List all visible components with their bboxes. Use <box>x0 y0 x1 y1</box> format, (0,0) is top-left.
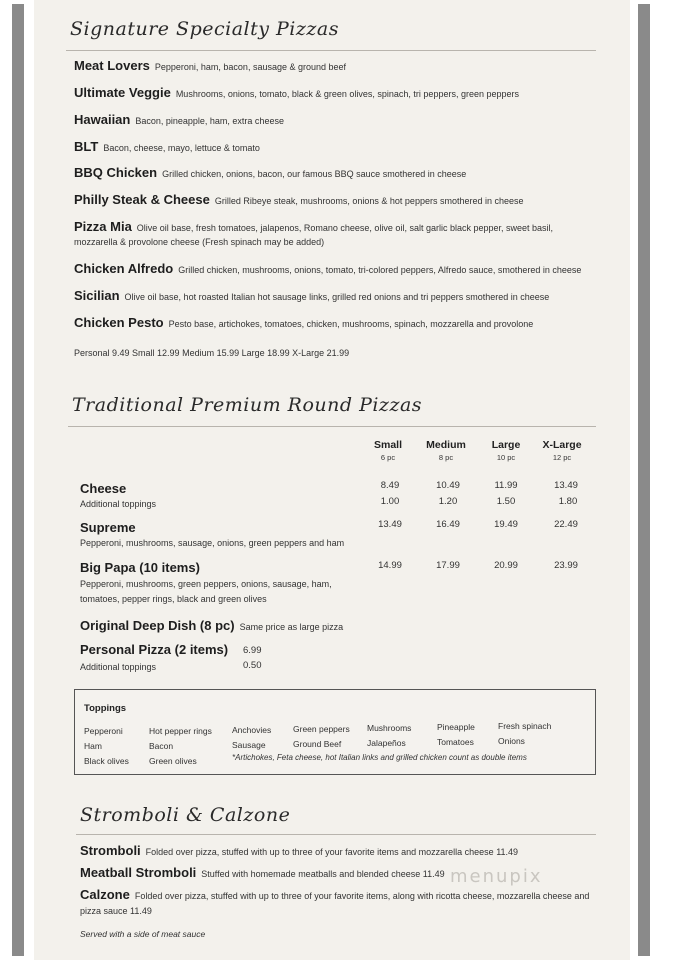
price-cell: 23.99 <box>554 560 578 571</box>
price-cell: 11.99 <box>494 480 518 491</box>
personal-pizza-name: Personal Pizza (2 items) <box>80 642 229 657</box>
item-name: Philly Steak & Cheese <box>74 192 210 207</box>
menu-item <box>74 260 581 278</box>
topping-item: Jalapeños <box>367 738 406 748</box>
item-desc: Folded over pizza, stuffed with up to three of your favorite items and mozzarella cheese 11.49 <box>145 847 519 857</box>
item-desc: Olive oil base, hot roasted Italian hot sausage links, grilled red onions and tri peppers smothered in cheese <box>124 292 550 302</box>
item-desc: Pepperoni, ham, bacon, sausage & ground beef <box>154 62 347 72</box>
menu-item <box>74 287 549 305</box>
price-cell: 16.49 <box>436 519 460 530</box>
menu-item <box>74 314 533 332</box>
price-cell: 1.80 <box>558 496 578 507</box>
item-name: Original Deep Dish (8 pc) <box>80 618 235 633</box>
stromboli-footnote: Served with a side of meat sauce <box>80 929 206 939</box>
item-desc: Stuffed with homemade meatballs and blended cheese 11.49 <box>201 869 445 879</box>
size-column-small <box>360 439 416 462</box>
menu-item <box>74 138 260 156</box>
specialty-section-title: Signature Specialty Pizzas <box>70 18 339 40</box>
item-name: Chicken Pesto <box>74 315 164 330</box>
item-desc: Same price as large pizza <box>239 622 344 632</box>
price-cell: 10.49 <box>436 480 460 491</box>
personal-sub-price: 0.50 <box>243 660 262 671</box>
menu-item <box>74 191 524 209</box>
personal-price: 6.99 <box>243 645 262 656</box>
item-desc-continued: mozzarella & provolone cheese (Fresh spinach may be added) <box>74 237 325 247</box>
size-column-medium <box>418 439 474 462</box>
price-cell: 22.49 <box>554 519 578 530</box>
size-label: Small <box>373 439 402 451</box>
menu-item <box>74 111 284 129</box>
supreme-pizza-name: Supreme <box>80 520 136 535</box>
topping-item: Black olives <box>84 756 129 766</box>
item-desc: Grilled Ribeye steak, mushrooms, onions & hot peppers smothered in cheese <box>214 196 524 206</box>
price-cell: 14.99 <box>378 560 402 571</box>
item-name: Hawaiian <box>74 112 131 127</box>
topping-item: Pepperoni <box>84 726 123 736</box>
topping-item: Mushrooms <box>367 723 412 733</box>
item-desc: Bacon, pineapple, ham, extra cheese <box>135 116 284 126</box>
item-name: BBQ Chicken <box>74 165 158 180</box>
item-desc: Folded over pizza, stuffed with up to three of your favorite items, along with ricotta cheese, mozzarella cheese and <box>134 891 590 901</box>
menu-item <box>80 842 518 860</box>
price-cell: 1.20 <box>438 496 458 507</box>
size-label: Medium <box>426 439 466 451</box>
topping-item: Pineapple <box>437 722 475 732</box>
item-desc: Bacon, cheese, mayo, lettuce & tomato <box>103 143 260 153</box>
additional-toppings-label: Additional toppings <box>80 499 157 509</box>
bigpapa-desc: Pepperoni, mushrooms, green peppers, onions, sausage, ham, <box>80 579 332 589</box>
left-border-bar <box>12 4 24 956</box>
price-cell: 20.99 <box>494 560 518 571</box>
menu-item <box>74 218 553 236</box>
personal-sub-label: Additional toppings <box>80 662 157 672</box>
size-label: X-Large <box>542 439 582 451</box>
price-cell: 19.49 <box>494 519 518 530</box>
traditional-rule <box>68 426 596 427</box>
topping-item: Bacon <box>149 741 174 751</box>
menu-item <box>74 57 346 75</box>
size-column-large <box>478 439 534 462</box>
topping-item: Green olives <box>149 756 197 766</box>
pieces-label: 6 pc <box>380 453 396 462</box>
specialty-prices: Personal 9.49 Small 12.99 Medium 15.99 Large 18.99 X-Large 21.99 <box>74 348 350 358</box>
toppings-note: *Artichokes, Feta cheese, hot Italian links and grilled chicken count as double items <box>232 753 527 762</box>
item-name: Meatball Stromboli <box>80 865 197 880</box>
price-cell: 13.49 <box>378 519 402 530</box>
specialty-rule <box>66 50 596 51</box>
item-desc: Grilled chicken, mushrooms, onions, tomato, tri-colored peppers, Alfredo sauce, smothered in cheese <box>178 265 582 275</box>
size-column-xlarge <box>534 439 590 462</box>
topping-item: Tomatoes <box>437 737 474 747</box>
topping-item: Sausage <box>232 740 266 750</box>
bigpapa-pizza-name: Big Papa (10 items) <box>80 560 200 575</box>
topping-item: Anchovies <box>232 725 272 735</box>
topping-item: Ground Beef <box>293 739 342 749</box>
item-desc: Grilled chicken, onions, bacon, our famous BBQ sauce smothered in cheese <box>162 169 467 179</box>
item-name: Meat Lovers <box>74 58 150 73</box>
item-name: Calzone <box>80 887 130 902</box>
topping-item: Fresh spinach <box>498 721 552 731</box>
price-cell: 1.00 <box>380 496 400 507</box>
topping-item: Onions <box>498 736 525 746</box>
right-border-bar <box>638 4 650 956</box>
item-desc: Mushrooms, onions, tomato, black & green olives, spinach, tri peppers, green peppers <box>175 89 519 99</box>
cheese-pizza-name: Cheese <box>80 481 127 496</box>
item-name: Sicilian <box>74 288 120 303</box>
stromboli-section-title: Stromboli & Calzone <box>80 804 291 826</box>
menu-item <box>74 84 519 102</box>
price-cell: 13.49 <box>554 480 578 491</box>
pieces-label: 10 pc <box>496 453 516 462</box>
item-name: Stromboli <box>80 843 141 858</box>
stromboli-rule <box>76 834 596 835</box>
item-desc: Olive oil base, fresh tomatoes, jalapenos, Romano cheese, olive oil, salt garlic black pepper, sweet basil, <box>136 223 554 233</box>
bigpapa-desc-continued: tomatoes, pepper rings, black and green olives <box>80 594 267 604</box>
price-cell: 17.99 <box>436 560 460 571</box>
topping-item: Ham <box>84 741 102 751</box>
price-cell: 1.50 <box>496 496 516 507</box>
item-name: Chicken Alfredo <box>74 261 174 276</box>
toppings-title: Toppings <box>84 703 127 714</box>
topping-item: Hot pepper rings <box>149 726 212 736</box>
size-label: Large <box>491 439 521 451</box>
topping-item: Green peppers <box>293 724 350 734</box>
item-name: BLT <box>74 139 99 154</box>
item-desc-continued: pizza sauce 11.49 <box>80 906 152 916</box>
pieces-label: 8 pc <box>438 453 454 462</box>
item-name: Pizza Mia <box>74 219 132 234</box>
traditional-section-title: Traditional Premium Round Pizzas <box>72 394 423 416</box>
menu-item <box>74 164 466 182</box>
watermark: menupix <box>450 866 543 887</box>
item-name: Ultimate Veggie <box>74 85 171 100</box>
pieces-label: 12 pc <box>552 453 572 462</box>
supreme-desc: Pepperoni, mushrooms, sausage, onions, green peppers and ham <box>80 538 345 548</box>
price-cell: 8.49 <box>380 480 400 491</box>
item-desc: Pesto base, artichokes, tomatoes, chicken, mushrooms, spinach, mozzarella and provolone <box>168 319 534 329</box>
deepdish-item <box>80 617 343 635</box>
menu-item <box>80 886 589 904</box>
menu-item <box>80 864 445 882</box>
